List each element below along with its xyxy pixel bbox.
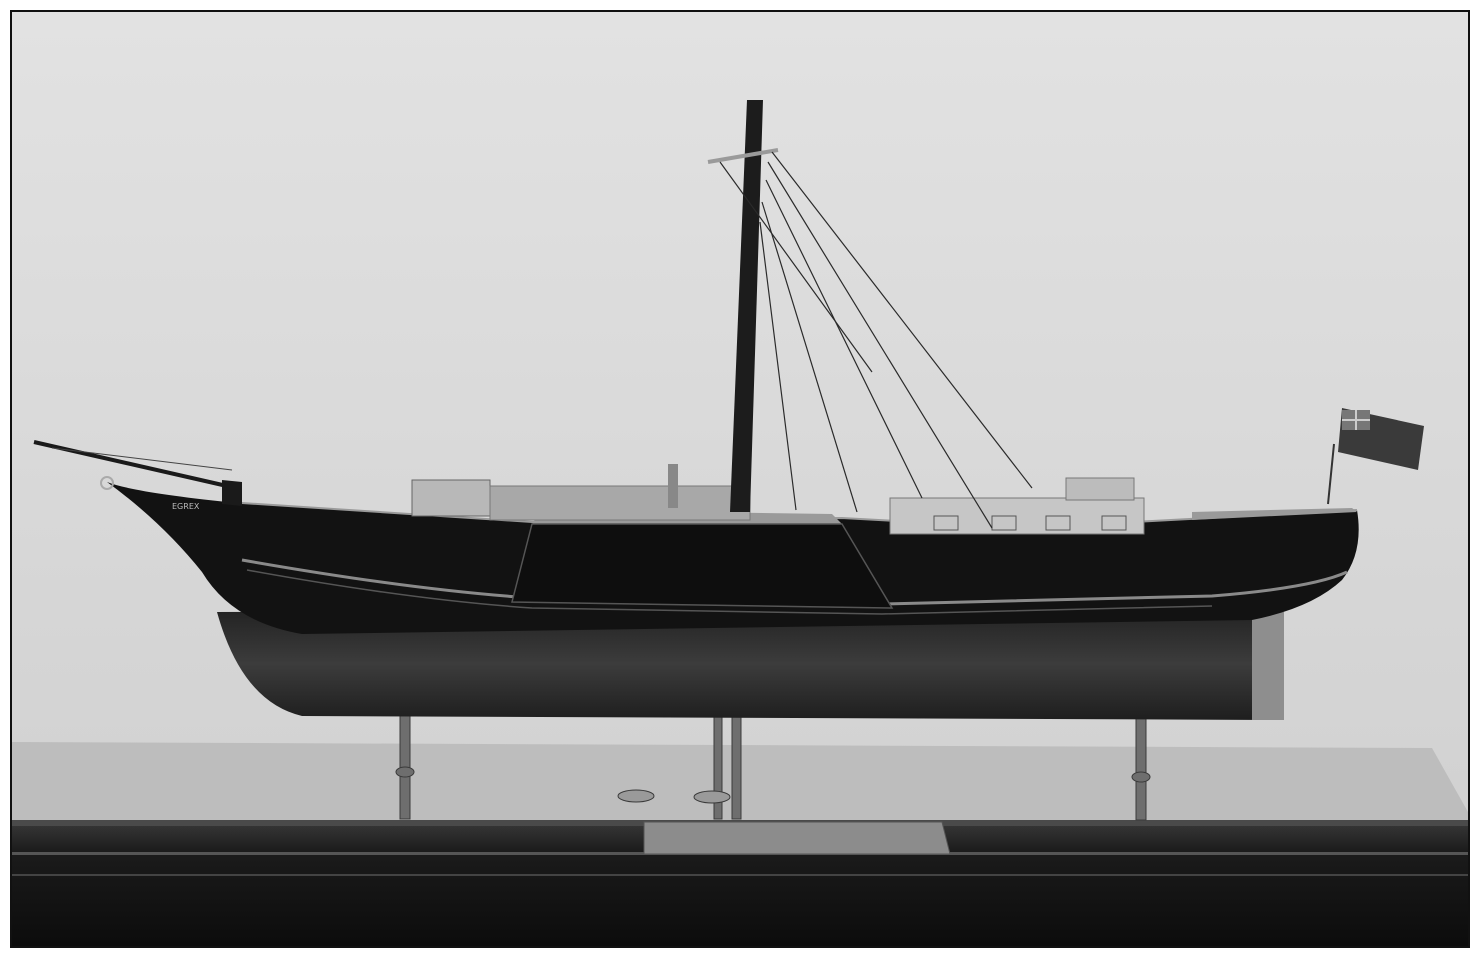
rudder — [1252, 612, 1284, 720]
display-base — [12, 820, 1468, 946]
ship-model-photo — [12, 12, 1468, 946]
paddle-box — [512, 524, 892, 608]
photo-frame — [10, 10, 1470, 948]
brass-plaque — [644, 822, 950, 854]
hull-name: EGREX — [172, 502, 200, 511]
